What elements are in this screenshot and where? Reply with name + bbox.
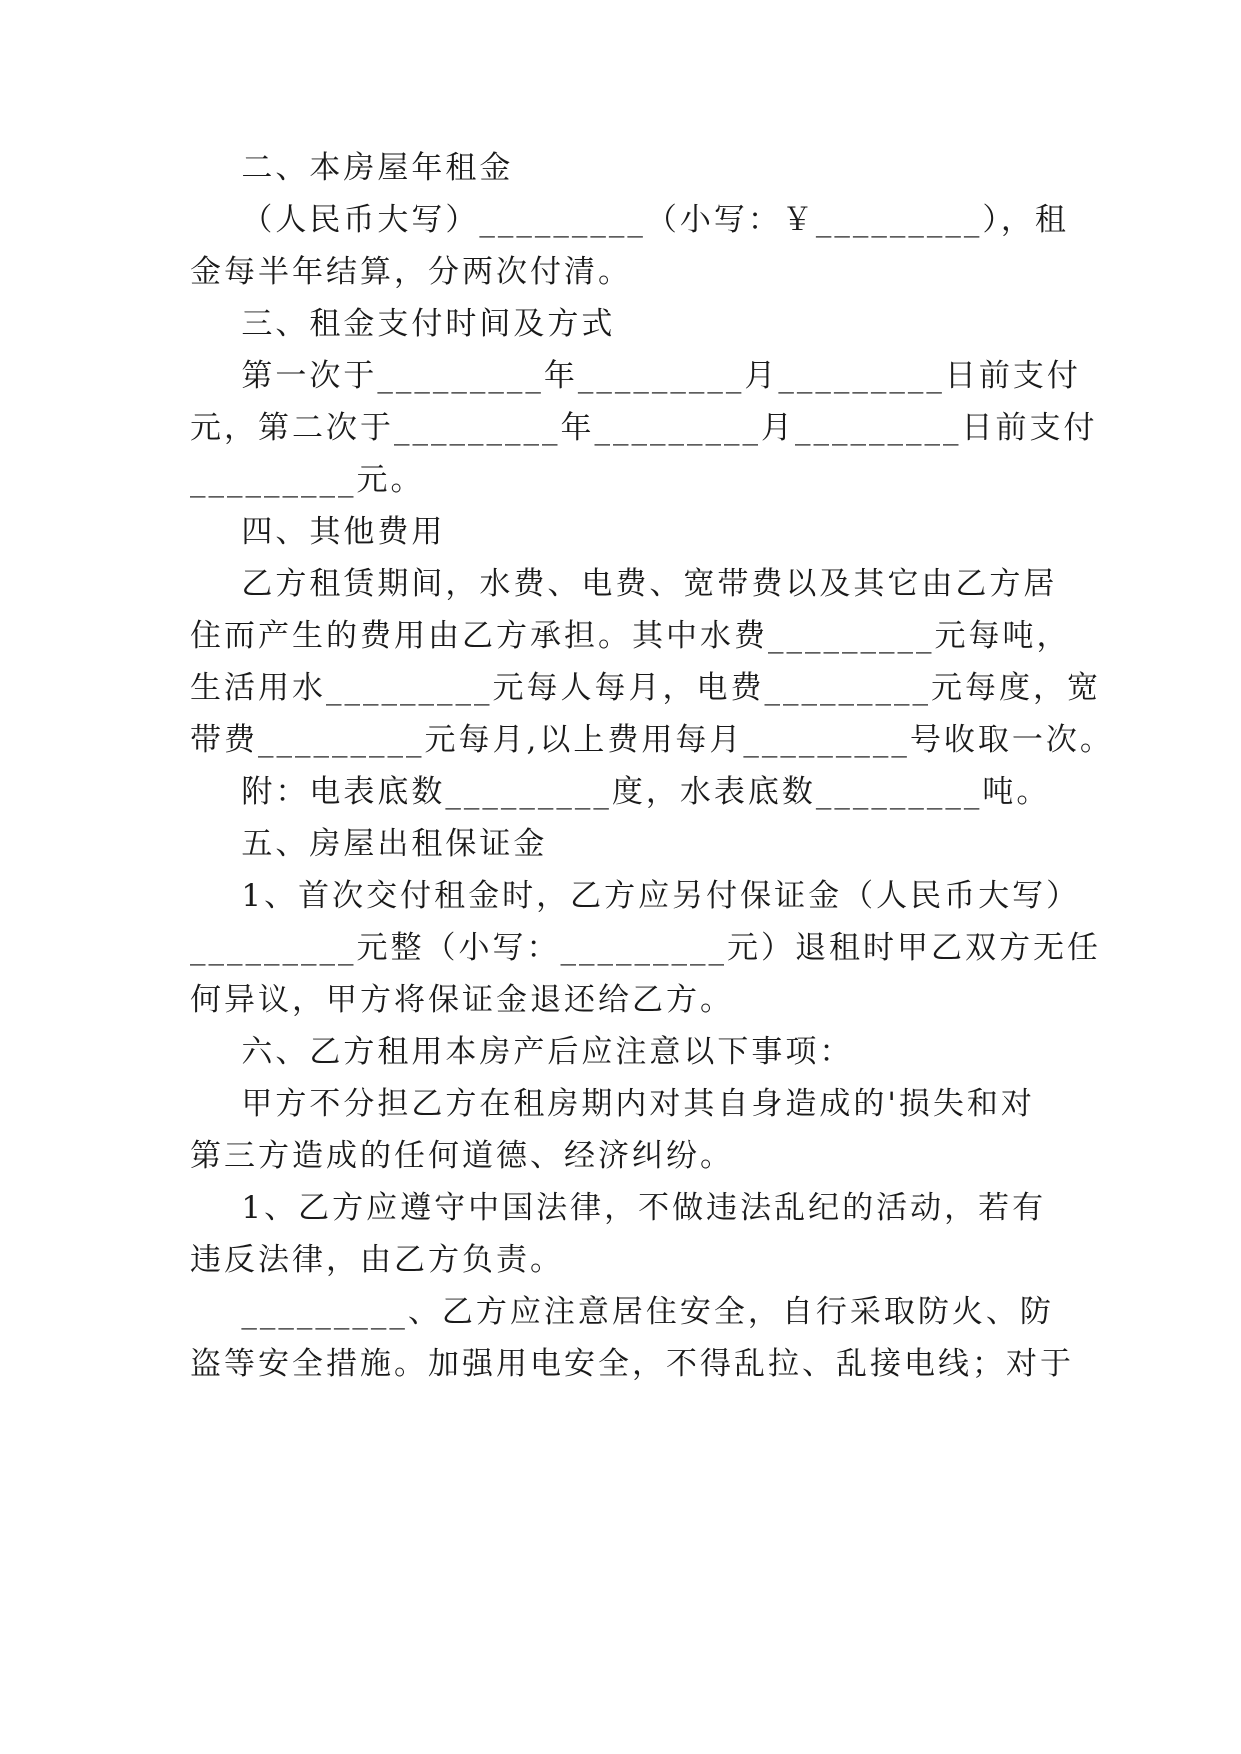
paragraph-line: 元，第二次于_________年_________月_________日前支付: [190, 410, 1098, 446]
paragraph-line: 甲方不分担乙方在租房期内对其自身造成的'损失和对: [190, 1086, 1035, 1122]
paragraph-line: 乙方租赁期间，水费、电费、宽带费以及其它由乙方居: [190, 566, 1058, 602]
paragraph-line: 1、首次交付租金时，乙方应另付保证金（人民币大写）: [190, 878, 1081, 914]
paragraph-line: 第一次于_________年_________月_________日前支付: [190, 358, 1081, 394]
paragraph-line: 1、乙方应遵守中国法律，不做违法乱纪的活动，若有: [190, 1190, 1047, 1226]
section-2-heading: 二、本房屋年租金: [190, 150, 514, 186]
paragraph-line: 金每半年结算，分两次付清。: [190, 254, 632, 290]
section-4-heading: 四、其他费用: [190, 514, 446, 550]
section-6-heading: 六、乙方租用本房产后应注意以下事项：: [190, 1034, 854, 1070]
paragraph-line: _________元整（小写：_________元）退租时甲乙双方无任: [190, 930, 1101, 966]
paragraph-line: 生活用水_________元每人每月，电费_________元每度，宽: [190, 670, 1101, 706]
paragraph-line: 住而产生的费用由乙方承担。其中水费_________元每吨，: [190, 618, 1071, 654]
paragraph-line: 何异议，甲方将保证金退还给乙方。: [190, 982, 734, 1018]
paragraph-line: 附：电表底数_________度，水表底数_________吨。: [190, 774, 1051, 810]
paragraph-line: （人民币大写）_________（小写：￥_________），租: [190, 202, 1069, 238]
paragraph-line: 第三方造成的任何道德、经济纠纷。: [190, 1138, 734, 1174]
paragraph-line: _________元。: [190, 462, 425, 498]
paragraph-line: 带费_________元每月,以上费用每月_________号收取一次。: [190, 722, 1114, 758]
paragraph-line: 违反法律，由乙方负责。: [190, 1242, 564, 1278]
paragraph-line: _________、乙方应注意居住安全，自行采取防火、防: [190, 1294, 1054, 1330]
paragraph-line: 盗等安全措施。加强用电安全，不得乱拉、乱接电线；对于: [190, 1346, 1074, 1382]
section-5-heading: 五、房屋出租保证金: [190, 826, 548, 862]
section-3-heading: 三、租金支付时间及方式: [190, 306, 616, 342]
